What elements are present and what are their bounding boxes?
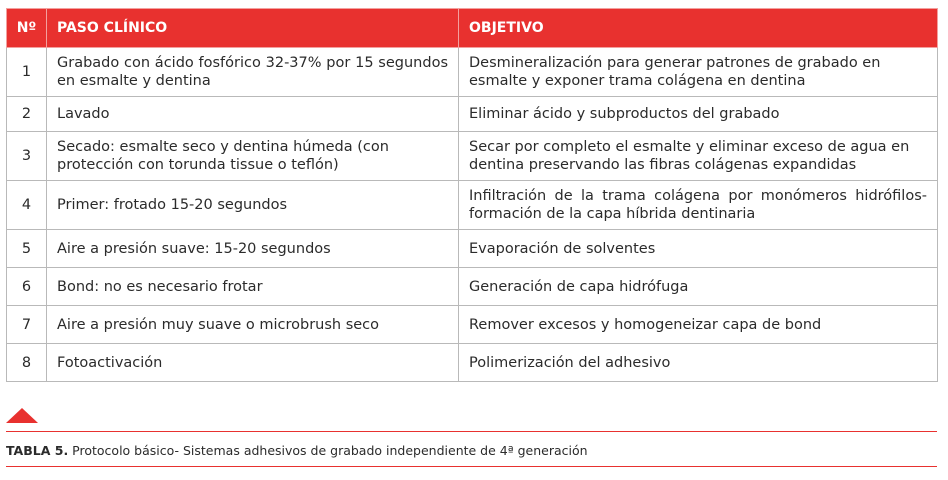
row-step: Grabado con ácido fosfórico 32-37% por 15 segundos en esmalte y dentina <box>47 48 459 97</box>
row-goal: Desmineralización para generar patrones de grabado en esmalte y exponer trama colágena en dentina <box>459 48 938 97</box>
row-goal: Evaporación de solventes <box>459 230 938 268</box>
row-goal: Secar por completo el esmalte y eliminar exceso de agua en dentina preservando las fibras colágenas expandidas <box>459 132 938 181</box>
header-num: Nº <box>7 9 47 48</box>
row-num: 1 <box>7 48 47 97</box>
caption-bottom-rule <box>6 466 937 467</box>
table-row <box>7 181 938 230</box>
row-step: Lavado <box>47 97 459 132</box>
header-goal: OBJETIVO <box>459 9 938 48</box>
caption-label: TABLA 5. <box>6 443 69 458</box>
table-row <box>7 97 938 132</box>
table-row <box>7 306 938 344</box>
row-goal: Generación de capa hidrófuga <box>459 268 938 306</box>
triangle-marker-icon <box>6 408 38 423</box>
table-row <box>7 268 938 306</box>
row-step: Secado: esmalte seco y dentina húmeda (con protección con torunda tissue o teflón) <box>47 132 459 181</box>
header-step: PASO CLÍNICO <box>47 9 459 48</box>
row-goal: Polimerización del adhesivo <box>459 344 938 382</box>
row-num: 4 <box>7 181 47 230</box>
table-caption <box>6 443 588 458</box>
row-step: Primer: frotado 15-20 segundos <box>47 181 459 230</box>
row-step: Fotoactivación <box>47 344 459 382</box>
row-num: 2 <box>7 97 47 132</box>
table-row <box>7 132 938 181</box>
row-step: Aire a presión suave: 15-20 segundos <box>47 230 459 268</box>
row-goal: Eliminar ácido y subproductos del grabado <box>459 97 938 132</box>
table-header-row <box>7 9 938 48</box>
row-step: Aire a presión muy suave o microbrush seco <box>47 306 459 344</box>
row-goal: Remover excesos y homogeneizar capa de bond <box>459 306 938 344</box>
row-num: 7 <box>7 306 47 344</box>
table-row <box>7 230 938 268</box>
row-num: 8 <box>7 344 47 382</box>
row-num: 6 <box>7 268 47 306</box>
row-num: 5 <box>7 230 47 268</box>
caption-text: Protocolo básico- Sistemas adhesivos de grabado independiente de 4ª generación <box>68 443 588 458</box>
table-row <box>7 344 938 382</box>
caption-top-rule <box>6 431 937 432</box>
row-num: 3 <box>7 132 47 181</box>
row-step: Bond: no es necesario frotar <box>47 268 459 306</box>
row-goal: Infiltración de la trama colágena por monómeros hidrófilos- formación de la capa híbrida dentinaria <box>459 181 938 230</box>
table-row <box>7 48 938 97</box>
protocol-table <box>6 8 938 382</box>
